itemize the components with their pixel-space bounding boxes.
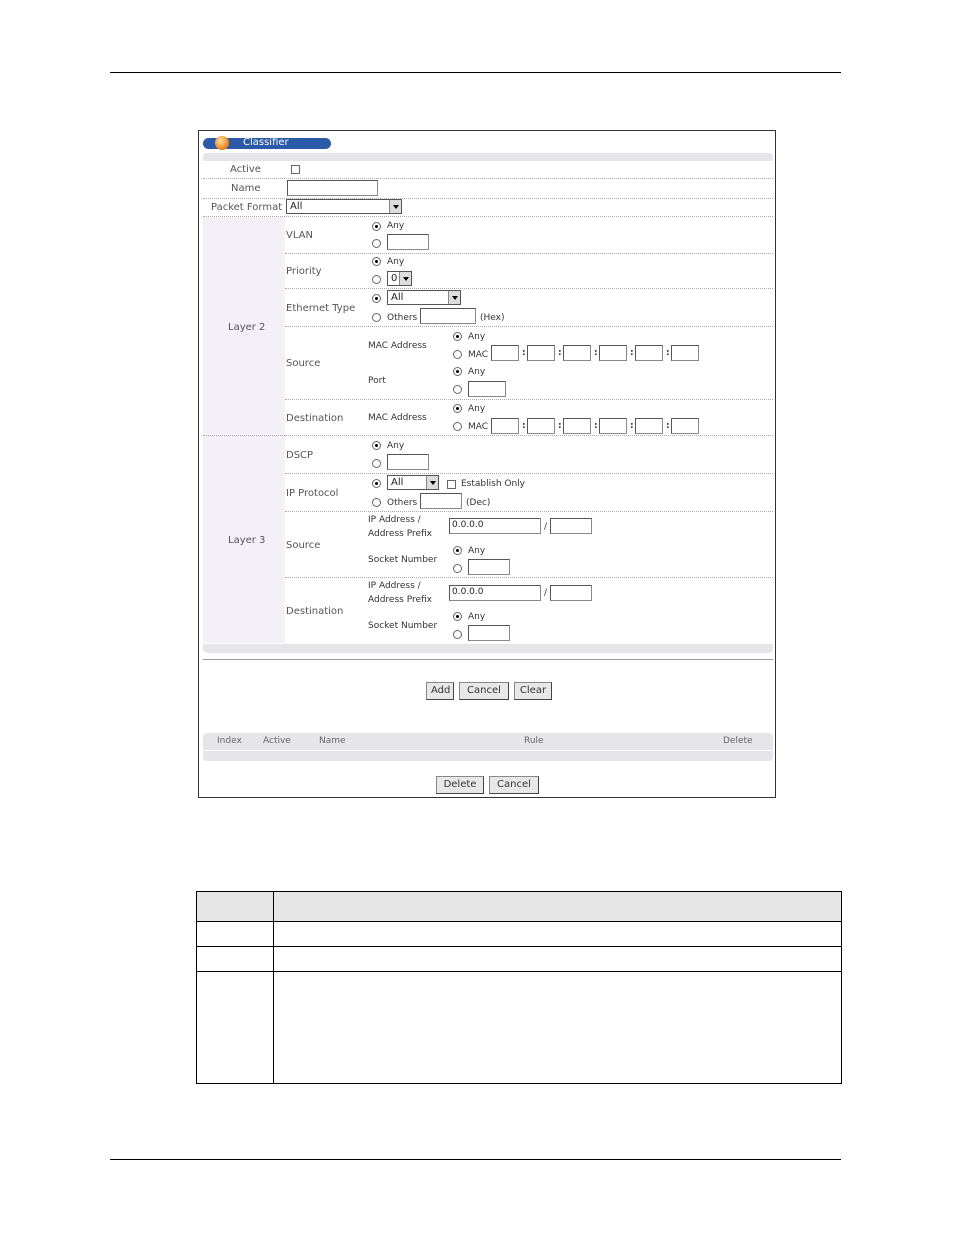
header-rule: Rule <box>524 736 544 746</box>
l2-destination-mac-octet-input[interactable] <box>671 418 699 434</box>
ip-protocol-others-radio[interactable] <box>372 498 381 507</box>
packet-format-label: Packet Format <box>211 202 283 213</box>
header-delete: Delete <box>723 736 753 746</box>
header-index: Index <box>217 736 242 746</box>
clear-button[interactable]: Clear <box>514 682 552 700</box>
l2-source-mac-any-radio[interactable] <box>453 332 462 341</box>
l3-source-label: Source <box>286 540 321 551</box>
dscp-label: DSCP <box>286 450 314 461</box>
l2-destination-mac-octet-input[interactable] <box>563 418 591 434</box>
l2-source-mac-colon: : <box>666 348 670 358</box>
divider <box>285 288 773 289</box>
establish-only-checkbox[interactable] <box>447 480 456 489</box>
l2-source-mac-colon: : <box>522 348 526 358</box>
dscp-input[interactable] <box>387 454 429 470</box>
add-button[interactable]: Add <box>426 682 454 700</box>
table-cell <box>197 947 274 972</box>
header-active: Active <box>263 736 291 746</box>
l3-destination-socket-radio[interactable] <box>453 630 462 639</box>
table-row <box>197 922 842 947</box>
ip-protocol-value: All <box>391 477 404 488</box>
l3-source-socket-label: Socket Number <box>368 555 438 565</box>
ethernet-type-others-label: Others <box>387 313 418 323</box>
chevron-down-icon[interactable] <box>389 200 401 213</box>
l3-destination-ip-label: IP Address / <box>368 581 421 591</box>
l3-destination-label: Destination <box>286 606 344 617</box>
name-input[interactable] <box>287 180 378 196</box>
l2-source-mac-label: MAC Address <box>368 341 427 351</box>
table-row <box>197 892 842 922</box>
panel-title-bar <box>203 138 331 149</box>
l3-source-prefix-label: Address Prefix <box>368 529 433 539</box>
table-cell <box>197 922 274 947</box>
summary-table-footer <box>203 751 773 761</box>
divider <box>285 511 773 512</box>
active-checkbox[interactable] <box>291 165 300 174</box>
l3-destination-socket-any-radio[interactable] <box>453 612 462 621</box>
packet-format-select[interactable] <box>286 199 402 214</box>
divider <box>203 216 773 217</box>
l3-source-ip-label: IP Address / <box>368 515 421 525</box>
priority-any-label: Any <box>387 257 405 267</box>
l3-source-slash: / <box>544 522 548 532</box>
l2-source-mac-text: MAC <box>468 350 489 360</box>
l2-source-mac-octet-input[interactable] <box>671 345 699 361</box>
l2-source-mac-colon: : <box>630 348 634 358</box>
chevron-down-icon[interactable] <box>399 272 411 285</box>
l2-destination-mac-colon: : <box>594 421 598 431</box>
l2-destination-mac-colon: : <box>666 421 670 431</box>
layer3-label: Layer 3 <box>228 535 266 546</box>
divider <box>285 326 773 327</box>
l2-destination-mac-colon: : <box>558 421 562 431</box>
layer2-label: Layer 2 <box>228 322 266 333</box>
description-table <box>196 891 842 1084</box>
divider <box>285 473 773 474</box>
vlan-label: VLAN <box>286 230 313 241</box>
l2-source-mac-any-label: Any <box>468 332 486 342</box>
vlan-input[interactable] <box>387 234 429 250</box>
l2-destination-mac-radio[interactable] <box>453 422 462 431</box>
l2-destination-mac-colon: : <box>630 421 634 431</box>
divider <box>285 253 773 254</box>
priority-select[interactable] <box>387 271 412 286</box>
l3-destination-socket-input[interactable] <box>468 625 510 641</box>
header-rule <box>110 72 841 73</box>
table-cell <box>274 972 842 1084</box>
cancel-button[interactable]: Cancel <box>459 682 509 700</box>
l3-source-socket-any-radio[interactable] <box>453 546 462 555</box>
l2-destination-mac-any-radio[interactable] <box>453 404 462 413</box>
l2-destination-mac-any-label: Any <box>468 404 486 414</box>
l3-destination-slash: / <box>544 588 548 598</box>
l2-source-port-input[interactable] <box>468 381 506 397</box>
l2-destination-mac-label: MAC Address <box>368 413 427 423</box>
header-name: Name <box>319 736 346 746</box>
l2-source-mac-radio[interactable] <box>453 350 462 359</box>
dscp-value-radio[interactable] <box>372 459 381 468</box>
priority-value: 0 <box>391 273 398 284</box>
l2-destination-label: Destination <box>286 413 344 424</box>
chevron-down-icon[interactable] <box>426 476 438 489</box>
divider <box>285 435 773 436</box>
ethernet-type-others-input[interactable] <box>420 308 476 324</box>
establish-only-label: Establish Only <box>461 479 526 489</box>
l2-source-port-any-radio[interactable] <box>453 367 462 376</box>
table-cell <box>274 922 842 947</box>
ethernet-type-label: Ethernet Type <box>286 303 356 314</box>
form-top-band <box>203 153 773 161</box>
l3-source-socket-any-label: Any <box>468 546 486 556</box>
divider <box>203 435 285 436</box>
l2-destination-mac-octet-input[interactable] <box>599 418 627 434</box>
table-cell <box>197 972 274 1084</box>
layer-label-column <box>203 217 285 643</box>
dec-label: (Dec) <box>466 498 491 508</box>
footer-rule <box>110 1159 841 1160</box>
ethernet-type-list-radio[interactable] <box>372 294 381 303</box>
chevron-down-icon[interactable] <box>448 291 460 304</box>
l3-destination-socket-label: Socket Number <box>368 621 438 631</box>
ip-protocol-others-label: Others <box>387 498 418 508</box>
l2-source-port-radio[interactable] <box>453 385 462 394</box>
l2-destination-mac-text: MAC <box>468 422 489 432</box>
panel-title: Classifier <box>243 137 289 148</box>
priority-value-radio[interactable] <box>372 275 381 284</box>
l2-source-port-label: Port <box>368 376 386 386</box>
l2-source-mac-octet-input[interactable] <box>527 345 555 361</box>
l2-source-mac-colon: : <box>558 348 562 358</box>
ethernet-type-value: All <box>391 292 404 303</box>
l3-source-prefix-input[interactable] <box>550 518 592 534</box>
packet-format-value: All <box>290 201 303 212</box>
vlan-any-label: Any <box>387 221 405 231</box>
ethernet-type-select[interactable] <box>387 290 461 305</box>
active-label: Active <box>230 164 261 175</box>
summary-cancel-button[interactable]: Cancel <box>489 776 539 794</box>
l2-source-port-any-label: Any <box>468 367 486 377</box>
form-bottom-band <box>203 644 773 653</box>
priority-label: Priority <box>286 266 322 277</box>
ip-protocol-label: IP Protocol <box>286 488 339 499</box>
divider <box>203 178 773 179</box>
l3-source-socket-input[interactable] <box>468 559 510 575</box>
l2-destination-mac-colon: : <box>522 421 526 431</box>
classifier-screen <box>198 130 776 798</box>
table-row <box>197 947 842 972</box>
l2-destination-mac-octet-input[interactable] <box>527 418 555 434</box>
vlan-any-radio[interactable] <box>372 222 381 231</box>
hex-label: (Hex) <box>480 313 505 323</box>
l3-destination-ip-input[interactable]: 0.0.0.0 <box>449 585 541 601</box>
l3-source-ip-input[interactable]: 0.0.0.0 <box>449 518 541 534</box>
orb-icon <box>215 136 229 150</box>
divider <box>285 399 773 400</box>
l3-destination-socket-any-label: Any <box>468 612 486 622</box>
table-cell <box>197 892 274 922</box>
divider <box>285 577 773 578</box>
name-label: Name <box>231 183 261 194</box>
priority-any-radio[interactable] <box>372 257 381 266</box>
l3-destination-prefix-input[interactable] <box>550 585 592 601</box>
l2-source-mac-octet-input[interactable] <box>491 345 519 361</box>
table-cell <box>274 947 842 972</box>
dscp-any-label: Any <box>387 441 405 451</box>
delete-button[interactable]: Delete <box>436 776 484 794</box>
ip-protocol-others-input[interactable] <box>420 493 462 509</box>
vlan-value-radio[interactable] <box>372 239 381 248</box>
dscp-any-radio[interactable] <box>372 441 381 450</box>
table-cell <box>274 892 842 922</box>
l3-destination-prefix-label: Address Prefix <box>368 595 433 605</box>
l2-source-label: Source <box>286 358 321 369</box>
l2-source-mac-octet-input[interactable] <box>599 345 627 361</box>
l2-destination-mac-octet-input[interactable] <box>635 418 663 434</box>
ip-protocol-list-radio[interactable] <box>372 479 381 488</box>
ethernet-type-others-radio[interactable] <box>372 313 381 322</box>
l2-destination-mac-octet-input[interactable] <box>491 418 519 434</box>
l2-source-mac-octet-input[interactable] <box>563 345 591 361</box>
l2-source-mac-colon: : <box>594 348 598 358</box>
table-row <box>197 972 842 1084</box>
l3-source-socket-radio[interactable] <box>453 564 462 573</box>
section-separator <box>203 659 773 660</box>
summary-table-header <box>203 733 773 750</box>
ip-protocol-select[interactable] <box>387 475 439 490</box>
l2-source-mac-octet-input[interactable] <box>635 345 663 361</box>
